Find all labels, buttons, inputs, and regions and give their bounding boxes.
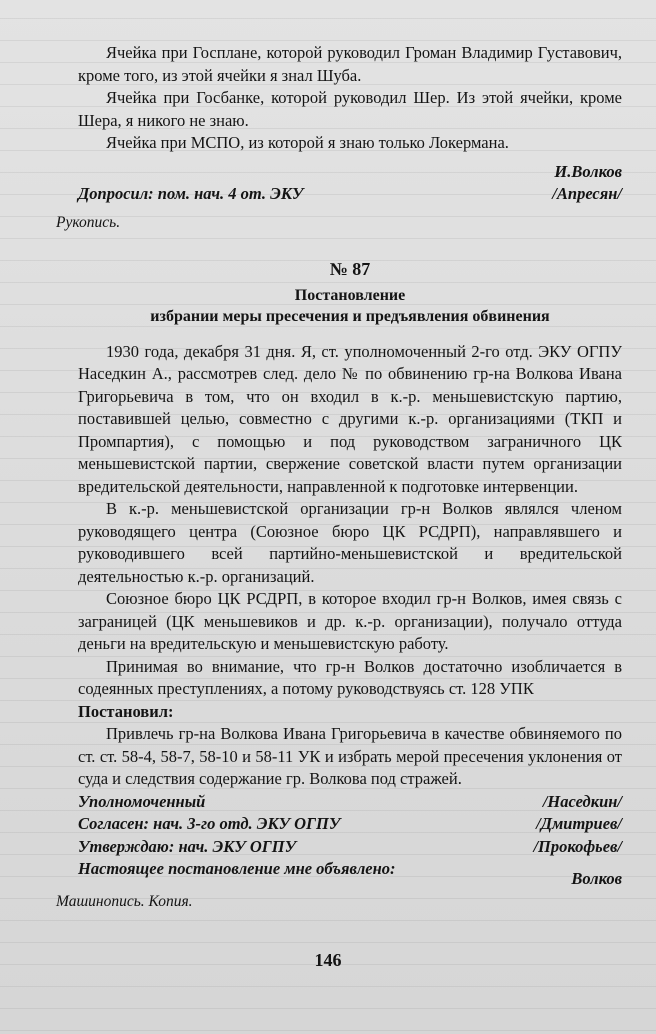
announcement-label: Настоящее постановление мне объявлено: — [78, 859, 396, 878]
signature-label: Согласен: нач. 3-го отд. ЭКУ ОГПУ — [78, 814, 341, 833]
announcement-name: Волков — [571, 869, 622, 888]
source-note-manuscript: Рукопись. — [56, 213, 121, 231]
signature-row-2 — [78, 813, 622, 836]
resolved-heading: Постановил: — [78, 701, 174, 721]
document-subtitle: избрании меры пресечения и предъявления обвинения — [150, 307, 550, 325]
document-body — [56, 42, 622, 913]
signature-volkov: И.Волков — [554, 161, 622, 181]
source-note-typescript: Машинопись. Копия. — [56, 892, 193, 910]
signature-name: /Дмитриев/ — [536, 814, 622, 833]
paragraph-resolution: Привлечь гр-на Волкова Ивана Григорьевича в качестве обвиняемого по ст. ст. 58-4, 58-7, 58-10 и 58-11 УК и избрать мерой пресечения уклонения от суда и следствия содержание гр. Волкова под стражей. — [78, 724, 622, 788]
signature-name: /Наседкин/ — [542, 791, 622, 811]
signature-row-3 — [78, 836, 622, 859]
document-number: № 87 — [329, 259, 371, 279]
signature-name: /Прокофьев/ — [533, 836, 622, 856]
paragraph-considering: Принимая во внимание, что гр-н Волков достаточно изобличается в содеянных преступлениях, а потому руководствуясь ст. 128 УПК — [78, 656, 622, 698]
paragraph-gosbank: Ячейка при Госбанке, которой руководил Шер. Из этой ячейки, кроме Шера, я никого не знаю. — [78, 88, 622, 130]
interrogator-line — [78, 183, 622, 206]
signature-label: Утверждаю: нач. ЭКУ ОГПУ — [78, 836, 297, 856]
paragraph-gosplan: Ячейка при Госплане, которой руководил Громан Владимир Густавович, кроме того, из этой ячейки я знал Шуба. — [78, 43, 622, 85]
document-title: Постановление — [294, 286, 406, 304]
interrogator-name: /Апресян/ — [552, 184, 622, 203]
signature-label: Уполномоченный — [78, 791, 206, 811]
paragraph-foreign-ties: Союзное бюро ЦК РСДРП, в которое входил гр-н Волков, имея связь с заграницей (ЦК меньшевиков и др. к.-р. организации), получало оттуда деньги на вредительскую и меньшевистскую работу. — [78, 589, 622, 653]
signature-row-1 — [78, 791, 622, 814]
paragraph-central-bureau: В к.-р. меньшевистской организации гр-н Волков являлся членом руководящего центра (Союзное бюро ЦК РСДРП), направлявшего и руководившего всей партийно-меньшевистской и вредительской деятельностью к.-р. организаций. — [78, 499, 622, 586]
page-number: 146 — [314, 950, 342, 970]
paragraph-mspo: Ячейка при МСПО, из которой я знаю только Локермана. — [106, 133, 509, 152]
interrogator-label: Допросил: пом. нач. 4 от. ЭКУ — [78, 184, 304, 203]
announcement-row — [78, 858, 622, 891]
paragraph-preamble: 1930 года, декабря 31 дня. Я, ст. уполномоченный 2-го отд. ЭКУ ОГПУ Наседкин А., рассмотрев след. дело № по обвинению гр-на Волкова Ивана Григорьевича в том, что он входил в к.-р. меньшевистскую партию, поставившей целью, совместно с другими к.-р. организациями (ТКП и Промпартия), с помощью и под руководством заграничного ЦК меньшевистской партии, свержение советской власти путем организации вредительской деятельности, направленной к подготовке интервенции. — [78, 341, 622, 496]
